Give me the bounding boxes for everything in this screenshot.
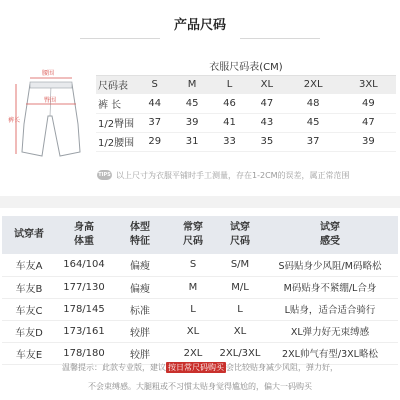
trial-cell-height-weight: 164/104 bbox=[56, 254, 112, 276]
title-rule-right bbox=[240, 38, 320, 39]
trial-row bbox=[2, 342, 398, 364]
size-chart-header-cell: M bbox=[173, 75, 210, 94]
size-chart bbox=[96, 57, 396, 152]
trial-table bbox=[2, 216, 398, 365]
trial-cell-body-type: 偏瘦 bbox=[112, 254, 168, 276]
trial-cell-trial-size: S/M bbox=[218, 254, 262, 276]
trial-cell-body-type: 偏瘦 bbox=[112, 276, 168, 298]
size-chart-header-cell: 2XL bbox=[286, 75, 341, 94]
shorts-diagram bbox=[8, 64, 86, 174]
trial-cell-trial-size: L bbox=[218, 298, 262, 320]
tip-line-1 bbox=[0, 362, 400, 373]
trial-cell-usual-size: XL bbox=[168, 320, 218, 342]
trial-header-cell: 体型 特征 bbox=[112, 216, 168, 254]
measurement-note: 以上尺寸为衣服平铺时手工测量，存在1-2CM的误差，属正常范围 bbox=[116, 171, 350, 180]
trial-cell-tester: 车友B bbox=[2, 276, 56, 298]
trial-cell-tester: 车友E bbox=[2, 342, 56, 364]
size-chart-header-cell: S bbox=[136, 75, 173, 94]
size-chart-header-cell: 3XL bbox=[341, 75, 396, 94]
size-chart-cell: 39 bbox=[341, 132, 396, 151]
size-chart-row-label: 1/2臀围 bbox=[96, 113, 136, 132]
trial-header-cell: 试穿 尺码 bbox=[218, 216, 262, 254]
tip-text: 温馨提示：此款专业版，建议 bbox=[62, 363, 166, 372]
trial-cell-usual-size: 2XL bbox=[168, 342, 218, 364]
size-chart-cell: 47 bbox=[341, 113, 396, 132]
size-chart-cell: 41 bbox=[211, 113, 248, 132]
shorts-illustration bbox=[8, 64, 86, 174]
size-chart-cell: 35 bbox=[248, 132, 285, 151]
size-chart-cell: 48 bbox=[286, 94, 341, 113]
size-chart-cell: 37 bbox=[286, 132, 341, 151]
trial-row bbox=[2, 276, 398, 298]
trial-cell-height-weight: 177/130 bbox=[56, 276, 112, 298]
length-label: 裤长 bbox=[8, 117, 21, 124]
trial-header-cell: 身高 体重 bbox=[56, 216, 112, 254]
size-chart-header bbox=[96, 75, 396, 94]
title-rule-left bbox=[80, 38, 160, 39]
size-chart-header-cell: XL bbox=[248, 75, 285, 94]
waist-label: 腰围 bbox=[42, 70, 55, 77]
section-divider bbox=[0, 196, 400, 208]
size-chart-cell: 45 bbox=[173, 94, 210, 113]
page-title: 产品尺码 bbox=[173, 18, 226, 33]
trial-row bbox=[2, 298, 398, 320]
trial-cell-feedback: 2XL帅气有型/3XL略松 bbox=[262, 342, 398, 364]
trial-header-cell: 试穿 感受 bbox=[262, 216, 398, 254]
size-chart-cell: 33 bbox=[211, 132, 248, 151]
trial-cell-feedback: S码贴身少风阻/M码略松 bbox=[262, 254, 398, 276]
shorts-waistband bbox=[30, 82, 72, 88]
size-chart-cell: 46 bbox=[211, 94, 248, 113]
trial-cell-usual-size: M bbox=[168, 276, 218, 298]
size-chart-row-label: 裤 长 bbox=[96, 94, 136, 113]
size-chart-cell: 31 bbox=[173, 132, 210, 151]
trial-cell-body-type: 较胖 bbox=[112, 320, 168, 342]
size-chart-row-label: 1/2腰围 bbox=[96, 132, 136, 151]
trial-cell-feedback: L贴身，适合适合骑行 bbox=[262, 298, 398, 320]
size-chart-row-length bbox=[96, 94, 396, 113]
size-chart-header-cell: 尺码表 bbox=[96, 75, 136, 94]
tips-badge: TIPS bbox=[98, 172, 111, 178]
trial-table-header bbox=[2, 216, 398, 254]
size-chart-header-cell: L bbox=[211, 75, 248, 94]
trial-cell-feedback: XL弹力好无束缚感 bbox=[262, 320, 398, 342]
trial-cell-height-weight: 178/145 bbox=[56, 298, 112, 320]
size-chart-cell: 47 bbox=[248, 94, 285, 113]
tip-highlight: 按日常尺码购买 bbox=[168, 363, 224, 372]
size-chart-cell: 43 bbox=[248, 113, 285, 132]
trial-cell-tester: 车友C bbox=[2, 298, 56, 320]
trial-cell-usual-size: L bbox=[168, 298, 218, 320]
trial-cell-body-type: 标准 bbox=[112, 298, 168, 320]
trial-cell-tester: 车友A bbox=[2, 254, 56, 276]
trial-cell-height-weight: 173/161 bbox=[56, 320, 112, 342]
size-chart-cell: 45 bbox=[286, 113, 341, 132]
size-chart-cell: 49 bbox=[341, 94, 396, 113]
size-chart-row-waist bbox=[96, 132, 396, 151]
trial-header-cell: 常穿 尺码 bbox=[168, 216, 218, 254]
trial-cell-feedback: M码贴身不紧绷/L合身 bbox=[262, 276, 398, 298]
hip-label: 臀围 bbox=[44, 97, 57, 104]
trial-cell-trial-size: XL bbox=[218, 320, 262, 342]
trial-cell-trial-size: 2XL/3XL bbox=[218, 342, 262, 364]
trial-cell-usual-size: S bbox=[168, 254, 218, 276]
size-chart-cell: 39 bbox=[173, 113, 210, 132]
trial-row bbox=[2, 254, 398, 276]
size-chart-cell: 29 bbox=[136, 132, 173, 151]
tip-line-2: 不会束缚感。大腿粗或不习惯太贴身觉得尴尬的，偏大一码购买 bbox=[88, 382, 312, 391]
trial-row bbox=[2, 320, 398, 342]
trial-cell-height-weight: 178/180 bbox=[56, 342, 112, 364]
size-chart-cell: 44 bbox=[136, 94, 173, 113]
size-chart-row-hip bbox=[96, 113, 396, 132]
size-chart-title: 衣服尺码表(CM) bbox=[96, 57, 396, 75]
tip-text: 会比较贴身减少风阻，弹力好， bbox=[226, 363, 338, 372]
size-chart-cell: 37 bbox=[136, 113, 173, 132]
trial-cell-trial-size: M/L bbox=[218, 276, 262, 298]
trial-cell-tester: 车友D bbox=[2, 320, 56, 342]
trial-header-cell: 试穿者 bbox=[2, 216, 56, 254]
trial-cell-body-type: 较胖 bbox=[112, 342, 168, 364]
